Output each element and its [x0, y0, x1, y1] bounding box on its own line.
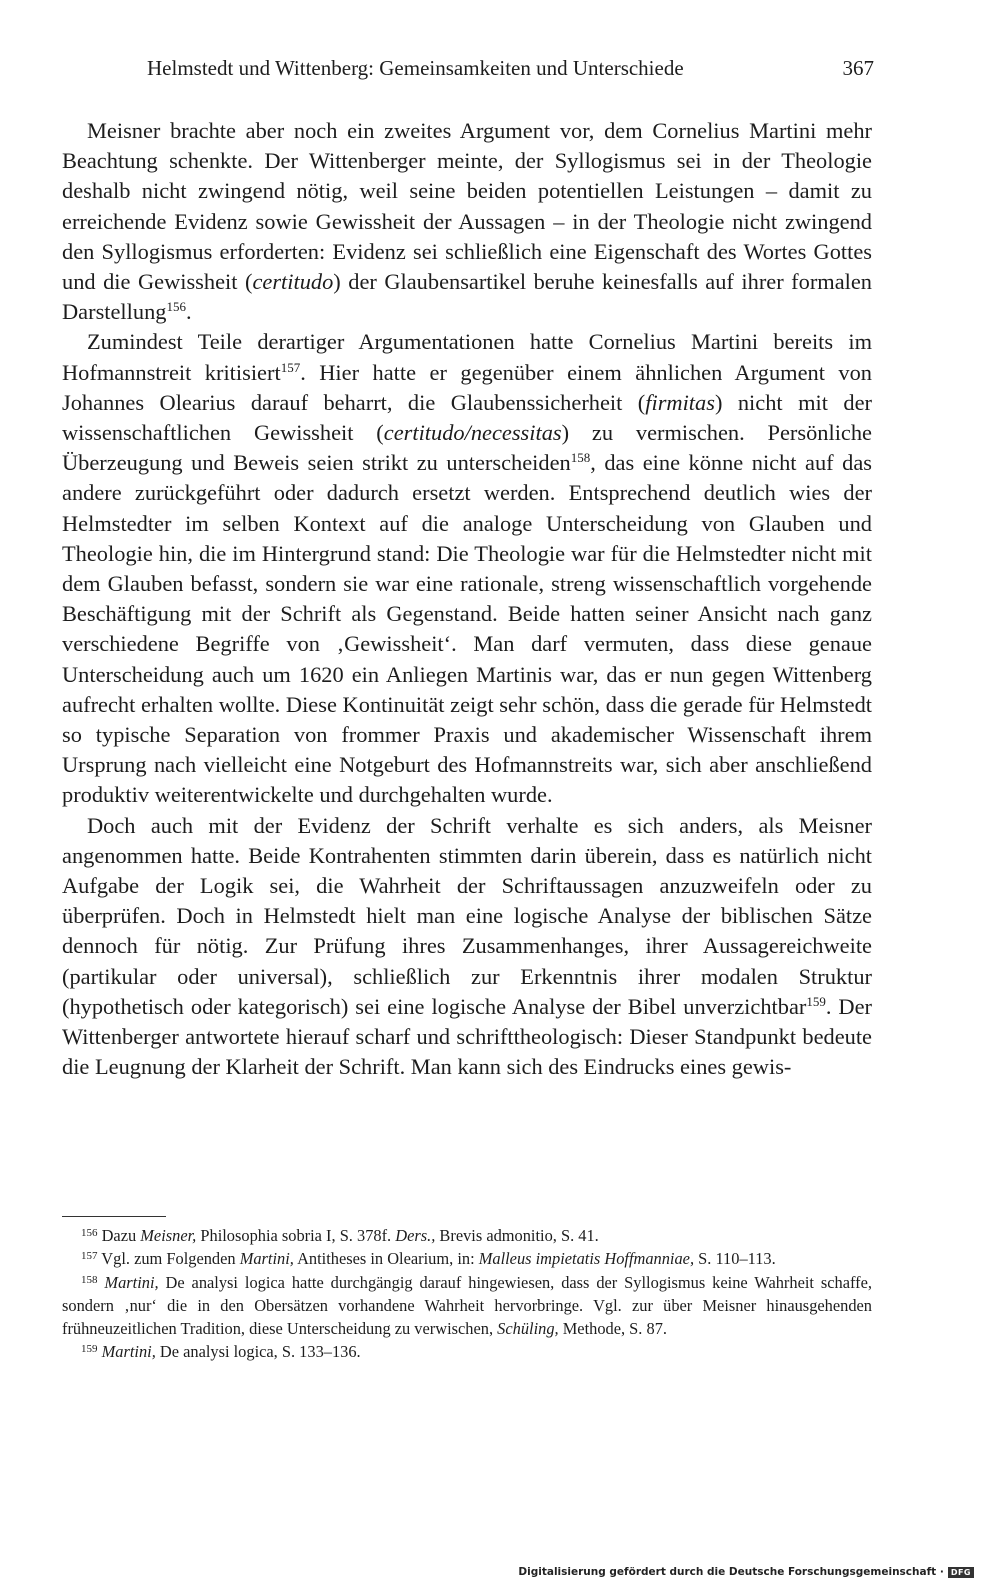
- text-run: ) der Glaubensartikel beruhe keinesfalls auf ihrer formalen Darstellung: [62, 269, 872, 325]
- italic-text: Ders.,: [395, 1226, 436, 1245]
- main-text: [62, 116, 872, 1083]
- footnote: [62, 1247, 872, 1270]
- italic-text: certitudo: [252, 269, 334, 295]
- footnote-marker: 159: [81, 1343, 98, 1356]
- text-run: Brevis admonitio, S. 41.: [435, 1226, 599, 1245]
- text-run: Vgl. zum Folgenden: [97, 1249, 240, 1269]
- text-run: Zumindest Teile derartiger Argumentationen hatte Cornelius Martini bereits im Hofmannstreit kritisiert: [62, 329, 872, 385]
- paragraph: [62, 116, 872, 327]
- italic-text: Schüling,: [497, 1319, 559, 1339]
- text-run: De analysi logica, S. 133–136.: [155, 1342, 361, 1362]
- footnote-marker: 158: [81, 1273, 98, 1286]
- text-run: ) nicht mit der wissenschaftlichen Gewissheit (: [62, 389, 872, 446]
- paragraph: [62, 327, 872, 810]
- digitization-credit: [518, 1566, 974, 1578]
- footnote: [62, 1224, 872, 1247]
- text-run: Meisner brachte aber noch ein zweites Argument vor, dem Cornelius Martini mehr Beachtung schenkte. Der Wittenberger meinte, der Syllogismus sei in der Theologie deshalb nicht zwingend nötig, weil seine beiden potentiellen Leistungen – damit zu erreichende Evidenz sowie Gewissheit der Aussagen – in der Theologie nicht zwingend den Syllogismus erforderten: Evidenz sei schließlich eine Eigenschaft des Wortes Gottes und die Gewissheit (: [62, 118, 872, 295]
- footnote-marker: 158: [570, 450, 591, 466]
- footnote: [62, 1340, 872, 1363]
- page-number: 367: [842, 56, 874, 80]
- text-run: Methode, S. 87.: [558, 1319, 667, 1339]
- text-run: S. 110–113.: [694, 1249, 776, 1269]
- text-run: De analysi logica hatte durchgängig darauf hingewiesen, dass der Syllogismus keine Wahrheit schaffe, sondern ‚nur‘ die in den Obersätzen vorhandene Wahrheit hervorbringe. Vgl. zur über Meisner hinausgehenden frühneuzeitlichen Tradition, diese Unterscheidung zu verwischen,: [62, 1272, 872, 1339]
- footnote-marker: 157: [81, 1250, 98, 1263]
- footnote: [62, 1271, 872, 1341]
- italic-text: Martini,: [104, 1272, 159, 1292]
- footnote-marker: 156: [166, 299, 186, 315]
- text-run: ) zu vermischen. Persönliche Überzeugung und Beweis seien strikt zu unterscheiden: [62, 420, 872, 476]
- italic-text: firmitas: [645, 389, 715, 415]
- italic-text: certitudo/necessitas: [383, 420, 562, 446]
- dfg-logo: DFG: [948, 1567, 974, 1578]
- paragraph: [62, 811, 872, 1083]
- footnote-marker: 159: [806, 993, 826, 1009]
- italic-text: Malleus impietatis Hoffmanniae,: [478, 1249, 695, 1269]
- footnotes: [62, 1224, 872, 1364]
- credit-text: Digitalisierung gefördert durch die Deutsche Forschungsgemeinschaft ·: [518, 1566, 944, 1578]
- italic-text: Martini,: [101, 1342, 156, 1362]
- italic-text: Meisner,: [140, 1226, 197, 1245]
- text-run: . Hier hatte er gegenüber einem ähnlichen Argument von Johannes Olearius darauf beharrt, die Glaubenssicherheit (: [62, 359, 872, 415]
- text-run: Dazu: [97, 1226, 141, 1245]
- footnote-marker: 156: [81, 1227, 98, 1239]
- text-run: , das eine könne nicht auf das andere zurückgeführt oder dadurch ersetzt werden. Entsprechend deutlich wies der Helmstedter im selben Kontext auf die analoge Unterscheidung von Glauben und Theologie hin, die im Hintergrund stand: Die Theologie war für die Helmstedter nicht mit dem Glauben befasst, sondern sie war eine rationale, streng wissenschaftlich vorgehende Beschäftigung mit der Schrift als Gegenstand. Beide hatten seiner Ansicht nach ganz verschiedene Begriffe von ‚Gewissheit‘. Man darf vermuten, dass diese genaue Unterscheidung auch um 1620 ein Anliegen Martinis war, das er nun gegen Wittenberg aufrecht erhalten wollte. Diese Kontinuität zeigt sehr schön, dass die gerade für Helmstedt so typische Separation von frommer Praxis und akademischer Wissenschaft ihrem Ursprung nach vielleicht eine Notgeburt des Hofmannstreits war, sich aber anschließend produktiv weiterentwickelte und durchgehalten wurde.: [62, 450, 872, 808]
- text-run: Doch auch mit der Evidenz der Schrift verhalte es sich anders, als Meisner angenommen hatte. Beide Kontrahenten stimmten darin überein, dass es natürlich nicht Aufgabe der Logik sei, die Wahrheit der Schriftaussagen anzuzweifeln oder zu überprüfen. Doch in Helmstedt hielt man eine logische Analyse der biblischen Sätze dennoch für nötig. Zur Prüfung ihres Zusammenhanges, ihrer Aussagereichweite (partikular oder universal), schließlich zur Erkenntnis ihrer modalen Struktur (hypothetisch oder kategorisch) sei eine logische Analyse der Bibel unverzichtbar: [62, 812, 872, 1019]
- text-run: .: [185, 299, 192, 325]
- text-run: Philosophia sobria I, S. 378f.: [196, 1226, 396, 1245]
- text-run: Antitheses in Olearium, in:: [293, 1249, 479, 1269]
- text-run: . Der Wittenberger antwortete hierauf scharf und schrifttheologisch: Dieser Standpunkt bedeute die Leugnung der Klarheit der Schrift. Man kann sich des Eindrucks eines gewis-: [62, 993, 872, 1080]
- italic-text: Martini,: [239, 1249, 294, 1269]
- footnote-separator: [62, 1216, 166, 1217]
- footnote-marker: 157: [280, 359, 301, 375]
- running-title: Helmstedt und Wittenberg: Gemeinsamkeiten und Unterschiede: [147, 56, 684, 80]
- running-header: [147, 56, 874, 86]
